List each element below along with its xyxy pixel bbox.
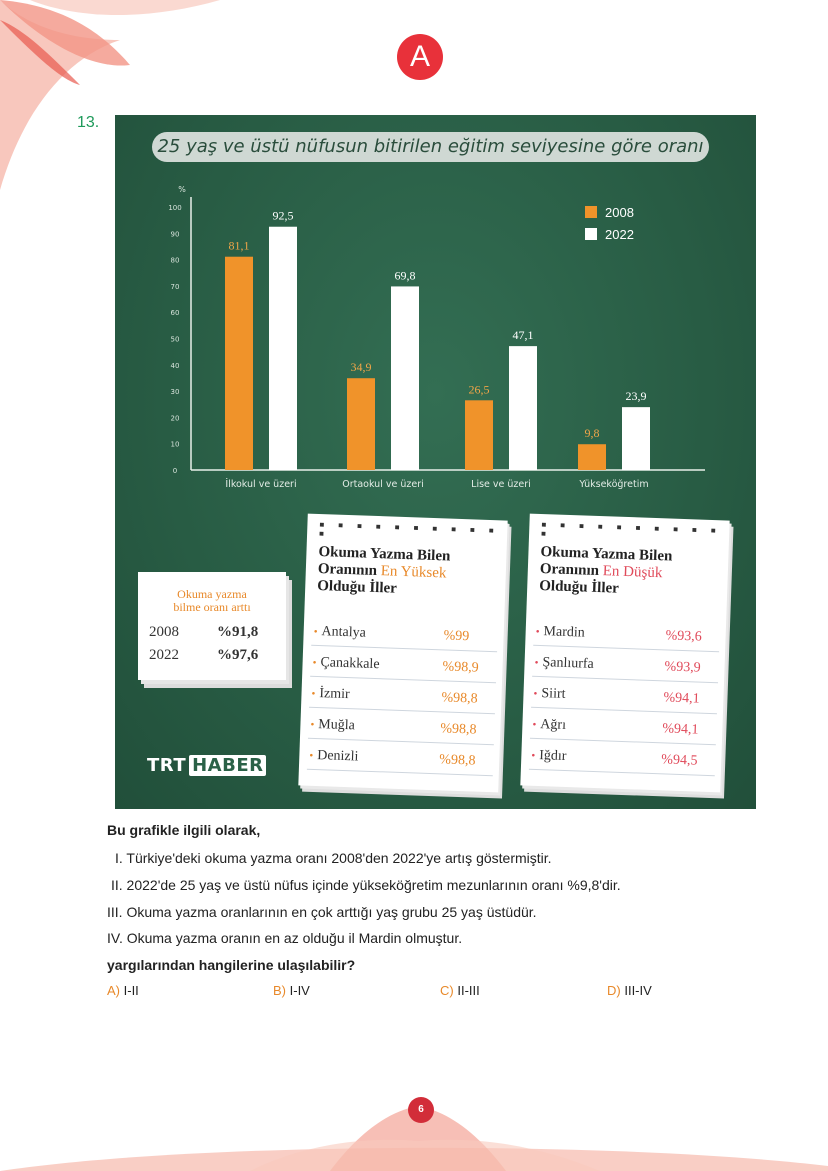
booklet-badge: A — [397, 34, 443, 80]
ruled-line — [311, 645, 497, 652]
ruled-line — [309, 707, 495, 714]
ruled-line — [532, 676, 718, 683]
y-tick-label: 60 — [170, 309, 180, 318]
data-label-2008: 9,8 — [584, 426, 600, 441]
y-tick-label: 20 — [170, 414, 180, 423]
bar-2022 — [622, 407, 650, 470]
option-a[interactable]: A) I-II — [107, 983, 139, 998]
note-list-item — [531, 748, 716, 770]
literacy-note — [138, 572, 286, 680]
literacy-row-2022: 2022 %97,6 — [149, 647, 259, 663]
note-list-item — [532, 717, 717, 739]
data-label-2008: 34,9 — [350, 360, 372, 375]
bar-2008 — [225, 257, 253, 470]
bullet-icon: • — [309, 749, 314, 762]
chart-title: 25 yaş ve üstü nüfusun bitirilen eğitim seviyesine göre oranı — [152, 132, 709, 162]
city-rate: %93,9 — [664, 659, 701, 676]
ruled-line — [310, 676, 496, 683]
statement-2: II. 2022'de 25 yaş ve üstü nüfus içinde yükseköğretim mezunlarının oranı %9,8'dir. — [111, 877, 621, 893]
highest-note-heading: Okuma Yazma Bilen Oranının En Yüksek Olduğu İller — [317, 543, 451, 597]
page-number: 6 — [408, 1097, 434, 1123]
option-c[interactable]: C) II-III — [440, 983, 480, 998]
note-list-item — [534, 655, 719, 677]
data-label-2022: 23,9 — [625, 389, 647, 404]
literacy-note-title: Okuma yazma bilme oranı arttı — [173, 587, 251, 614]
lowest-note-heading: Okuma Yazma Bilen Oranının En Düşük Olduğu İller — [539, 543, 673, 597]
y-tick-label: 0 — [172, 467, 178, 475]
note-list-item — [310, 717, 495, 739]
y-tick-label: 100 — [168, 204, 182, 212]
city-name: Antalya — [321, 624, 367, 641]
option-b[interactable]: B) I-IV — [273, 983, 310, 998]
city-rate: %98,9 — [442, 659, 479, 676]
city-name: Şanlıurfa — [542, 655, 595, 672]
y-tick-label: 80 — [170, 256, 180, 265]
ruled-line — [308, 738, 494, 745]
ruled-line — [307, 769, 493, 776]
bar-2022 — [509, 346, 537, 470]
chart-legend — [585, 201, 634, 245]
x-tick-label: Lise ve üzeri — [471, 479, 531, 490]
question-ask: yargılarından hangilerine ulaşılabilir? — [107, 957, 356, 973]
data-label-2022: 47,1 — [512, 328, 534, 343]
bullet-icon: • — [312, 656, 317, 669]
bar-2008 — [578, 444, 606, 470]
trt-haber-logo: TRT HABER — [147, 755, 266, 776]
note-list-item — [311, 686, 496, 708]
y-axis-label: % — [178, 185, 186, 194]
highest-literacy-note — [298, 514, 507, 793]
data-label-2022: 92,5 — [272, 208, 294, 223]
city-name: Ağrı — [540, 717, 567, 733]
data-label-2008: 26,5 — [468, 382, 490, 397]
city-rate: %94,1 — [663, 690, 700, 707]
y-tick-label: 50 — [170, 335, 180, 344]
bullet-icon: • — [535, 625, 540, 639]
city-name: Çanakkale — [320, 655, 380, 673]
bar-2008 — [465, 400, 493, 470]
city-rate: %93,6 — [665, 628, 703, 645]
statement-4: IV. Okuma yazma oranın en az olduğu il Mardin olmuştur. — [107, 930, 463, 946]
binder-holes: ■ ■ ■ ■ ■ ■ ■ ■ ■ ■ ■ — [318, 520, 500, 539]
bullet-icon: • — [534, 656, 539, 669]
city-name: Iğdır — [538, 748, 567, 765]
note-list-item — [313, 624, 498, 646]
y-tick-label: 30 — [170, 388, 180, 397]
city-rate: %94,5 — [661, 752, 698, 769]
data-label-2008: 81,1 — [228, 238, 250, 253]
bullet-icon: • — [311, 687, 316, 700]
ruled-line — [531, 707, 717, 714]
y-tick-label: 40 — [170, 361, 180, 370]
data-label-2022: 69,8 — [394, 268, 416, 283]
city-rate: %98,8 — [439, 752, 476, 769]
bullet-icon: • — [313, 625, 318, 639]
statement-3: III. Okuma yazma oranlarının en çok arttığı yaş grubu 25 yaş üstüdür. — [107, 904, 537, 920]
city-rate: %98,8 — [441, 690, 478, 707]
bar-2008 — [347, 378, 375, 470]
ruled-line — [529, 769, 715, 776]
city-rate: %99 — [443, 628, 470, 645]
statement-1: I. Türkiye'deki okuma yazma oranı 2008'den 2022'ye artış göstermiştir. — [115, 850, 552, 866]
city-name: Siirt — [541, 686, 566, 702]
bullet-icon: • — [310, 718, 315, 731]
y-tick-label: 10 — [170, 440, 180, 449]
bullet-icon: • — [533, 687, 538, 700]
note-list-item — [535, 624, 720, 646]
city-name: İzmir — [319, 686, 350, 703]
y-tick-label: 90 — [170, 230, 180, 239]
lowest-literacy-note — [520, 514, 729, 793]
x-tick-label: İlkokul ve üzeri — [225, 479, 297, 490]
note-list-item — [533, 686, 718, 708]
y-tick-label: 70 — [170, 282, 180, 291]
city-rate: %94,1 — [662, 721, 699, 738]
ruled-line — [530, 738, 716, 745]
bullet-icon: • — [531, 749, 536, 762]
chalkboard-infographic — [115, 115, 756, 809]
city-name: Mardin — [543, 624, 586, 641]
option-d[interactable]: D) III-IV — [607, 983, 652, 998]
question-stem: Bu grafikle ilgili olarak, — [107, 822, 261, 838]
x-tick-label: Yükseköğretim — [579, 479, 649, 490]
note-list-item — [312, 655, 497, 677]
city-rate: %98,8 — [440, 721, 477, 738]
city-name: Denizli — [316, 748, 359, 765]
bar-2022 — [391, 286, 419, 470]
literacy-row-2008: 2008 %91,8 — [149, 624, 259, 640]
note-list-item — [309, 748, 494, 770]
x-tick-label: Ortaokul ve üzeri — [342, 479, 424, 490]
ruled-line — [533, 645, 719, 652]
legend-item-2008: 2008 — [585, 201, 634, 223]
bullet-icon: • — [532, 718, 537, 731]
city-name: Muğla — [318, 717, 356, 734]
question-number: 13. — [77, 114, 100, 131]
legend-item-2022: 2022 — [585, 223, 634, 245]
bar-2022 — [269, 227, 297, 470]
binder-holes: ■ ■ ■ ■ ■ ■ ■ ■ ■ ■ ■ — [540, 520, 722, 539]
bar-chart — [115, 115, 756, 515]
